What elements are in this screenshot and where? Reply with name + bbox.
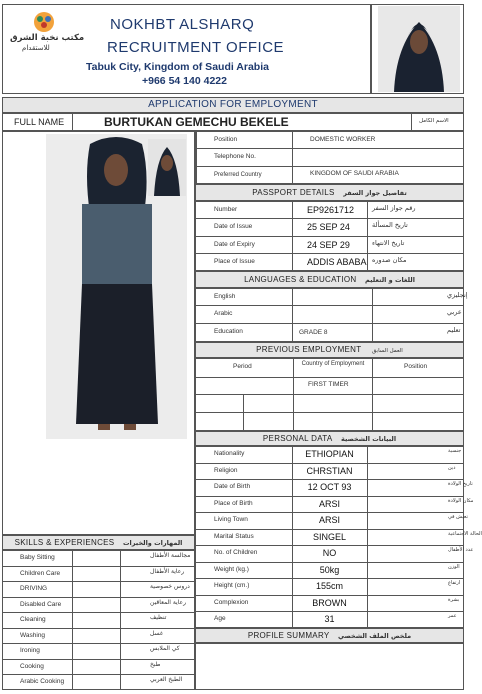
col-country: Country of Employment [301,361,365,367]
language-0-label: English [214,293,236,300]
col-period: Period [233,363,252,370]
full-name-label-ar: الاسم الكامل [419,118,449,124]
passport-title-ar: تفاصيل جواز السفر [343,189,407,197]
row-divider [195,578,464,579]
personal-0-value: ETHIOPIAN [305,449,354,459]
row-divider [2,628,195,629]
office-logo [8,10,85,54]
row-divider [195,512,464,513]
personal-8-ar: ارتفاع [448,580,461,586]
office-sub: RECRUITMENT OFFICE [107,39,285,56]
passport-1-ar: تاريخ المسألة [372,221,408,229]
profile-summary-box [195,643,464,690]
full-name-value: BURTUKAN GEMECHU BEKELE [104,115,289,129]
personal-3-label: Place of Birth [214,500,253,507]
skill-2-label: DRIVING [20,585,48,592]
profile-title: PROFILE SUMMARY [247,631,330,640]
row-divider [2,659,195,660]
language-2-label: Education [214,328,243,335]
row-divider [195,611,464,612]
personal-2-label: Date of Birth [214,483,251,490]
skill-8-ar: الطبخ العربي [150,676,183,683]
logo-text-ar-2: للاستقدام [22,44,50,52]
language-2-ar: تعليم [447,326,461,334]
passport-2-value: 24 SEP 29 [307,240,350,250]
skill-1-label: Children Care [20,570,61,577]
personal-6-value: NO [322,548,337,558]
row-divider [195,463,464,464]
personal-10-label: Age [214,615,226,622]
row-divider [2,643,195,644]
passport-3-label: Place of Issue [214,258,255,265]
personal-7-value: 50kg [319,565,340,575]
languages-title-ar: اللغات و التعليم [365,276,415,284]
skill-7-ar: طبخ [150,661,161,668]
personal-7-ar: الوزن [448,564,460,570]
skill-8-label: Arabic Cooking [20,678,65,685]
personal-3-ar: مكان الولادة [448,498,474,504]
personal-10-ar: عمر [448,613,457,619]
row-divider [2,581,195,582]
row-divider [195,545,464,546]
personal-10-value: 31 [324,614,335,624]
personal-title-ar: البيانات الشخصية [341,435,397,443]
languages-title: LANGUAGES & EDUCATION [244,275,357,284]
row-divider [195,479,464,480]
passport-1-label: Date of Issue [214,223,253,230]
personal-9-ar: بشرة [448,597,460,603]
passport-title: PASSPORT DETAILS [252,188,335,197]
personal-9-value: BROWN [312,598,347,608]
passport-0-ar: رقم جواز السفر [372,204,416,212]
personal-7-label: Weight (kg.) [214,566,249,573]
row-divider [2,597,195,598]
personal-6-ar: عدد الأطفال [448,547,474,553]
languages-section-header [195,271,464,288]
language-2-value: GRADE 8 [299,329,328,336]
full-name-label: FULL NAME [14,117,65,127]
office-phone: +966 54 140 4222 [142,75,227,87]
skills-section-header [2,535,195,550]
skill-0-label: Baby Sitting [20,554,55,561]
row-divider [195,595,464,596]
row-divider [195,496,464,497]
application-title-bar [2,97,464,113]
passport-3-value: ADDIS ABABA [307,257,367,267]
personal-3-value: ARSI [318,499,340,509]
language-1-ar: عربي [447,308,462,316]
logo-text-ar: مكتب نخبة الشرق [10,33,85,43]
first-timer: FIRST TIMER [308,381,349,388]
personal-5-label: Marital Status [214,533,254,540]
skill-6-label: Ironing [20,647,40,654]
personal-0-ar: جنسية [448,448,462,454]
position-value: DOMESTIC WORKER [310,136,376,143]
country-label: Preferred Country [214,172,262,178]
personal-0-label: Nationality [214,450,245,457]
row-divider [195,529,464,530]
personal-1-ar: دين [448,465,456,471]
col-position: Position [404,363,428,370]
row-divider [195,562,464,563]
skill-3-ar: رعاية المعاقين [150,599,187,606]
passport-0-label: Number [214,206,238,213]
skill-5-label: Washing [20,632,46,639]
position-label: Position [214,136,238,143]
row-divider [2,612,195,613]
skills-title: SKILLS & EXPERIENCES [14,538,115,547]
skill-4-ar: تنظيف [150,614,167,621]
skill-4-label: Cleaning [20,616,46,623]
language-1-label: Arabic [214,310,233,317]
personal-5-ar: الحالة الاجتماعية [448,531,482,537]
skill-0-ar: مجالسة الأطفال [150,552,191,559]
skill-6-ar: كي الملابس [150,645,180,652]
country-value: KINGDOM OF SAUDI ARABIA [310,170,399,177]
previous-title: PREVIOUS EMPLOYMENT [256,345,362,354]
personal-section-header [195,431,464,446]
personal-4-value: ARSI [318,515,340,525]
personal-1-value: CHRSTIAN [306,466,353,476]
profile-title-ar: ملخص الملف الشخصي [338,632,412,640]
header-portrait [378,6,460,92]
office-name: NOKHBT ALSHARQ [110,16,255,33]
personal-4-ar: تعيش في [448,514,468,520]
telephone-label: Telephone No. [214,153,256,160]
personal-9-label: Complexion [214,599,249,606]
application-title: APPLICATION FOR EMPLOYMENT [148,99,318,110]
office-location: Tabuk City, Kingdom of Saudi Arabia [86,61,269,73]
personal-title: PERSONAL DATA [262,434,333,443]
skills-title-ar: المهارات والخبرات [122,539,183,547]
previous-section-header [195,342,464,358]
skill-7-label: Cooking [20,663,44,670]
passport-0-value: EP9261712 [307,205,355,215]
skill-3-label: Disabled Care [20,601,62,608]
passport-section-header [195,184,464,201]
passport-2-label: Date of Expiry [214,241,255,248]
passport-1-value: 25 SEP 24 [307,222,350,232]
profile-section-header [195,628,464,643]
passport-2-ar: تاريخ الانتهاء [372,239,405,247]
skill-5-ar: غسل [150,630,164,637]
personal-4-label: Living Town [214,516,248,523]
personal-6-label: No. of Children [214,549,258,556]
personal-2-ar: تاريخ الولادة [448,481,473,487]
row-divider [2,674,195,675]
personal-2-value: 12 OCT 93 [307,482,352,492]
personal-1-label: Religion [214,467,238,474]
personal-8-value: 155cm [315,581,343,591]
personal-5-value: SINGEL [312,532,346,542]
skill-2-ar: دروس خصوصية [150,583,190,590]
skill-1-ar: رعاية الأطفال [150,568,185,575]
passport-3-ar: مكان صدوره [372,256,407,264]
personal-8-label: Height (cm.) [214,582,250,589]
previous-title-ar: العمل السابق [371,348,403,354]
row-divider [2,566,195,567]
language-0-ar: إنجليزي [447,291,468,299]
small-portrait [148,139,186,196]
